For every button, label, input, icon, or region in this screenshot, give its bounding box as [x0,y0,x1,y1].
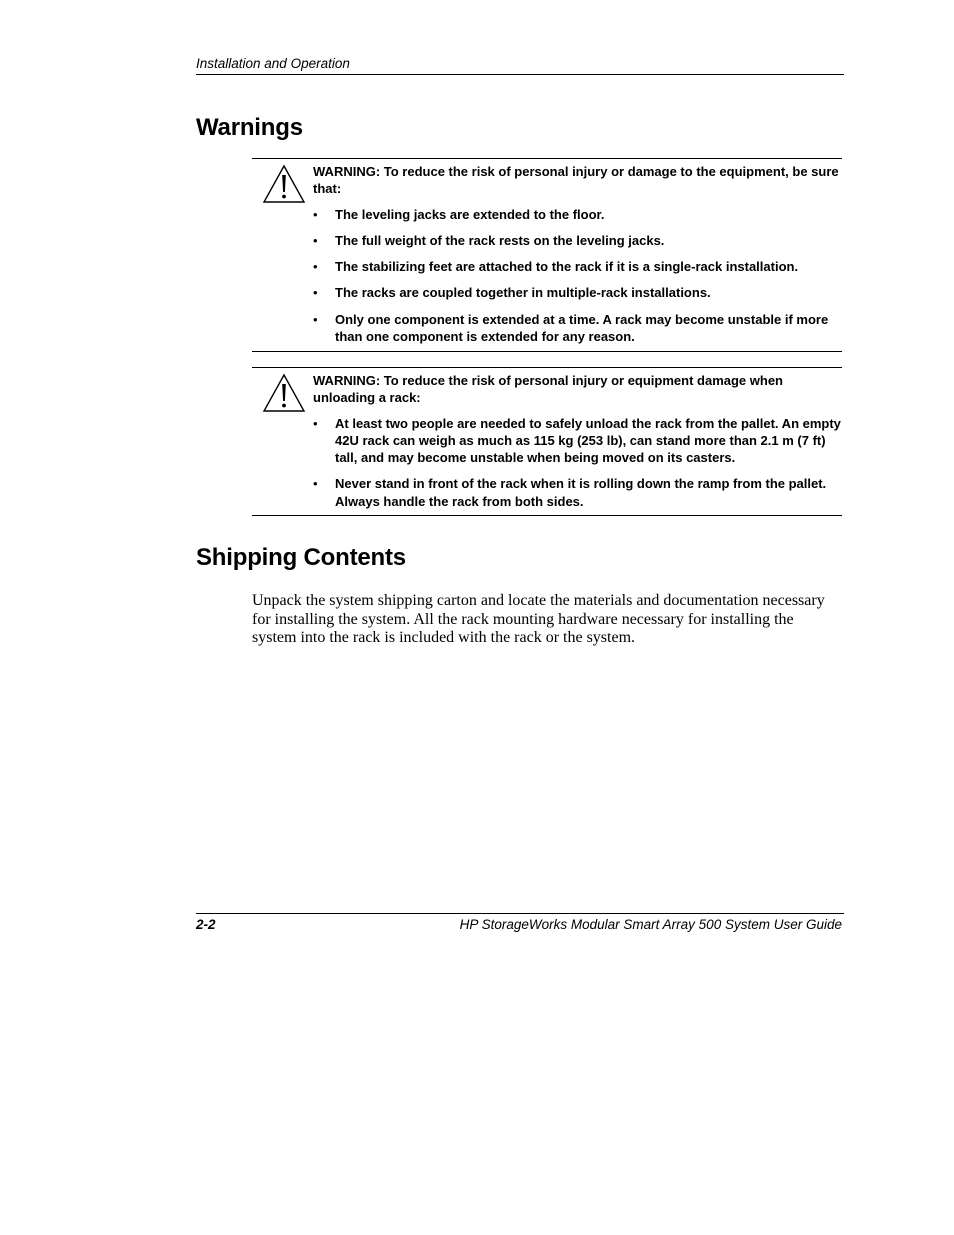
warning-text [313,163,843,354]
shipping-paragraph: Unpack the system shipping carton and locate the materials and documentation necessary for installing the system. All the rack mounting hardware necessary for installing the system into the rack is included with the rack or the system. [252,592,825,647]
guide-title: HP StorageWorks Modular Smart Array 500 System User Guide [459,917,842,932]
warning-text [313,372,843,519]
bullet-icon: • [313,259,318,275]
warning-block-equipment [252,158,842,352]
bullet-icon: • [313,476,318,492]
warning-list [313,206,843,346]
bullet-icon: • [313,285,318,301]
list-item: • The stabilizing feet are attached to the rack if it is a single-rack installation. [313,259,799,275]
bullet-icon: • [313,206,318,222]
warnings-heading: Warnings [196,114,303,141]
page-footer [196,913,844,934]
warning-triangle-icon [262,373,306,413]
list-item: • The racks are coupled together in multiple-rack installations. [313,285,711,301]
list-item: • At least two people are needed to safely unload the rack from the pallet. An empty 42U rack can weigh as much as 115 kg (253 lb), can stand more than 2.1 m (7 ft) tall, and may become unstable when being moved on its casters. [313,415,841,466]
list-item: • Only one component is extended at a time. A rack may become unstable if more than one component is extended for any reason. [313,311,829,345]
warning-lead: WARNING: To reduce the risk of personal injury or damage to the equipment, be sure that: [313,164,839,197]
bullet-icon: • [313,232,318,248]
bullet-icon: • [313,311,318,327]
list-item: • The full weight of the rack rests on the leveling jacks. [313,232,665,248]
page-header [196,55,844,75]
warning-triangle-icon [262,164,306,204]
page-number: 2-2 [196,917,216,932]
warning-list [313,415,843,510]
list-item: • The leveling jacks are extended to the floor. [313,206,605,222]
warning-block-unloading [252,367,842,516]
list-item: • Never stand in front of the rack when it is rolling down the ramp from the pallet. Always handle the rack from both sides. [313,476,827,509]
bullet-icon: • [313,415,318,431]
running-title: Installation and Operation [196,56,350,71]
shipping-contents-heading: Shipping Contents [196,544,406,571]
warning-lead: WARNING: To reduce the risk of personal injury or equipment damage when unloading a rack: [313,373,783,406]
